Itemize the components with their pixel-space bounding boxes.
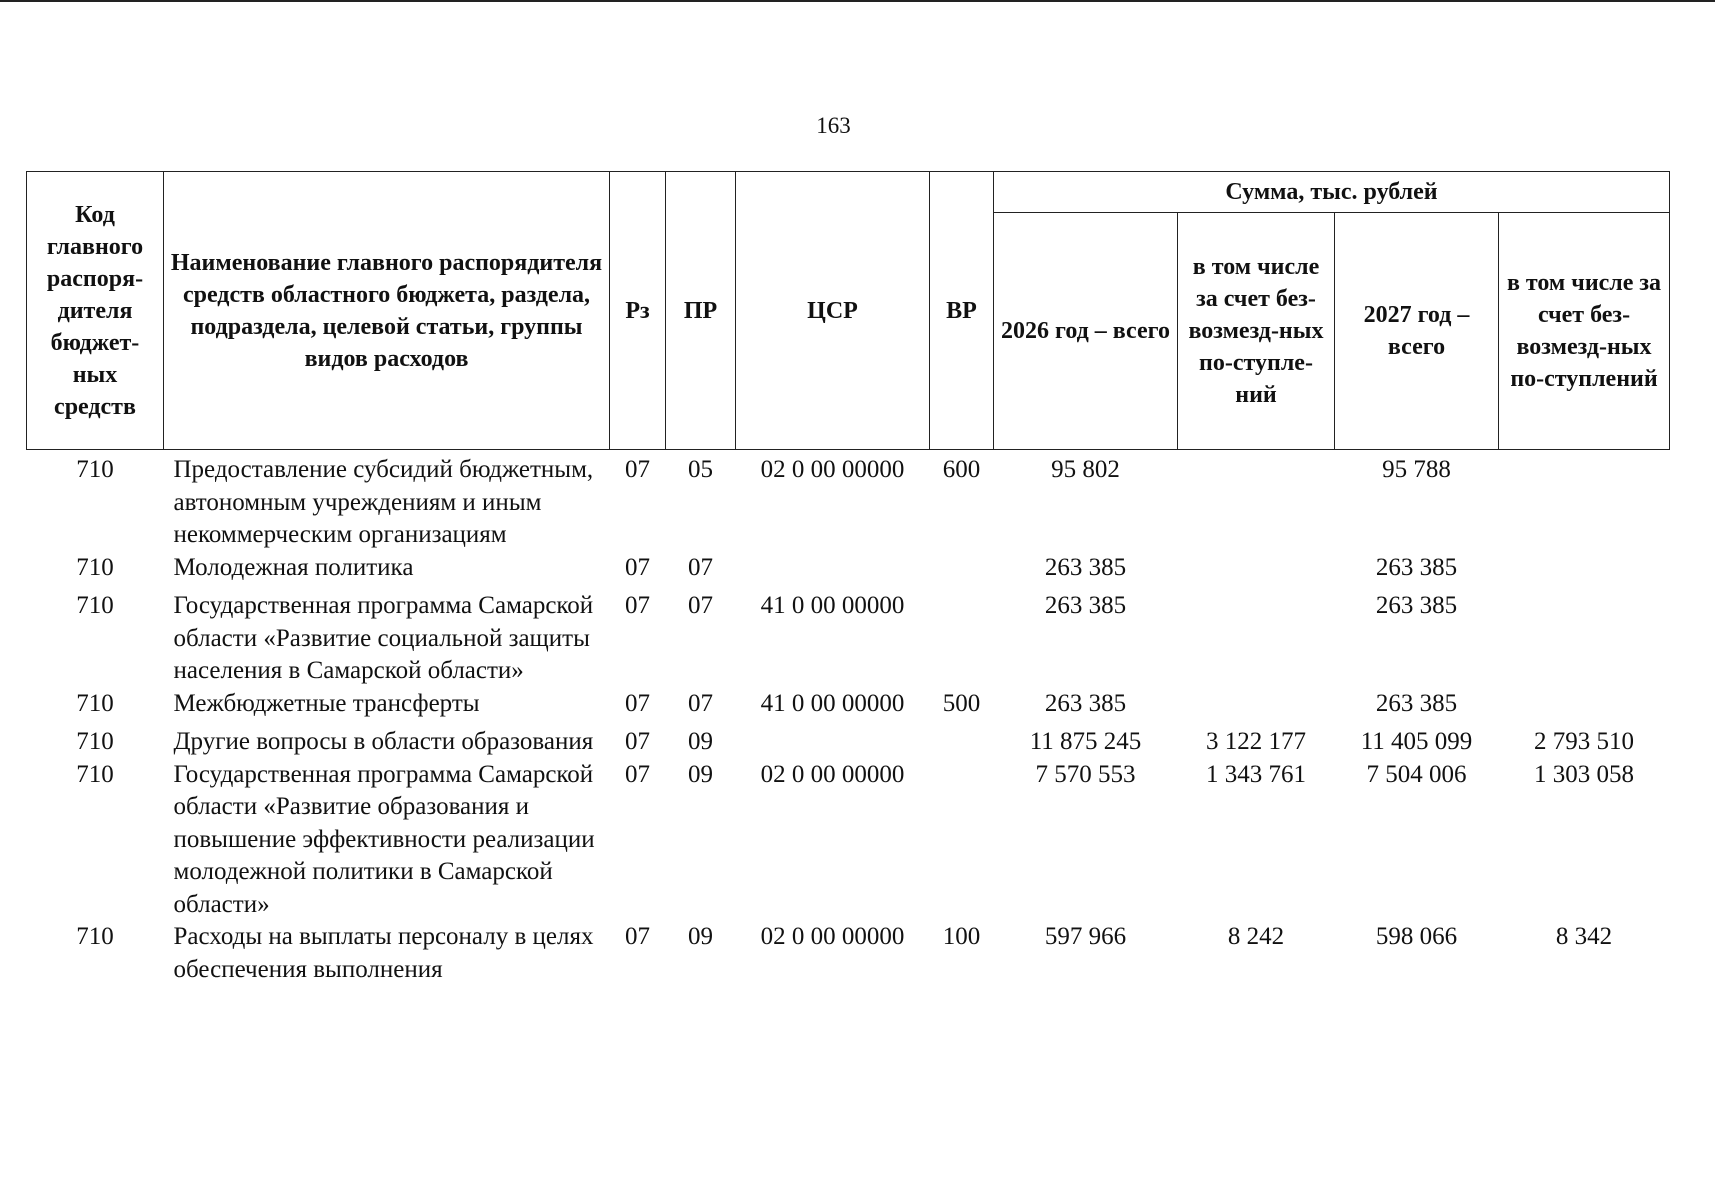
cell-csr: 02 0 00 00000: [760, 456, 905, 483]
cell-pr: 05: [688, 456, 713, 483]
cell-name: Государственная программа Самарской области «Развитие образования и повышение эффективности реализации молодежной политики в Самарской области»: [173, 760, 595, 918]
cell-pr: 09: [688, 923, 713, 950]
cell-2027-total: 95 788: [1382, 456, 1451, 483]
cell-2027-grants: 1 303 058: [1534, 760, 1634, 788]
cell-2026-total: 597 966: [1044, 923, 1127, 950]
cell-rz: 07: [625, 592, 650, 619]
cell-2026-total: 263 385: [1044, 592, 1127, 619]
table-row: [27, 552, 1670, 585]
cell-2026-grants: [1178, 450, 1335, 552]
cell-2027-grants: 8 342: [1555, 923, 1613, 950]
header-rz: Рз: [610, 172, 666, 450]
cell-2027-total: 263 385: [1375, 592, 1458, 619]
cell-vr: 500: [942, 689, 981, 717]
cell-name: Другие вопросы в области образования: [173, 728, 594, 755]
cell-vr: [930, 552, 994, 585]
table-row: [27, 720, 1670, 759]
header-sum-group: Сумма, тыс. рублей: [994, 172, 1670, 213]
cell-vr: [930, 720, 994, 759]
cell-2026-total: 95 802: [1051, 456, 1120, 483]
cell-pr: 09: [688, 760, 713, 788]
cell-code: 710: [76, 456, 114, 483]
cell-csr: 41 0 00 00000: [760, 592, 905, 619]
table-body: [27, 450, 1670, 987]
cell-2026-grants: 1 343 761: [1206, 760, 1306, 788]
cell-pr: 07: [688, 689, 713, 717]
header-csr: ЦСР: [736, 172, 930, 450]
cell-2026-total: 11 875 245: [1029, 728, 1142, 755]
cell-2027-total: 598 066: [1375, 923, 1458, 950]
cell-csr: [736, 720, 930, 759]
cell-rz: 07: [625, 456, 650, 483]
cell-2027-grants: [1499, 450, 1670, 552]
cell-pr: 09: [688, 728, 713, 755]
cell-vr: 600: [942, 456, 981, 483]
cell-code: 710: [76, 553, 114, 581]
cell-csr: [736, 552, 930, 585]
cell-name: Расходы на выплаты персоналу в целях обеспечения выполнения: [173, 923, 594, 983]
header-vr: ВР: [930, 172, 994, 450]
header-code: Код главного распоря-дителя бюджет-ных средств: [27, 172, 164, 450]
cell-2026-grants: [1178, 584, 1335, 688]
page-top-edge: [0, 0, 1715, 2]
cell-2026-total: 263 385: [1044, 553, 1127, 581]
header-2027-grants: в том числе за счет без-возмезд-ных по-ступлений: [1499, 213, 1670, 450]
cell-code: 710: [76, 592, 114, 619]
cell-csr: 41 0 00 00000: [760, 689, 905, 717]
header-2026-grants: в том числе за счет без-возмезд-ных по-ступле-ний: [1178, 213, 1335, 450]
header-pr: ПР: [666, 172, 736, 450]
cell-2026-total: 7 570 553: [1035, 760, 1136, 788]
cell-2027-grants: [1499, 584, 1670, 688]
cell-2026-grants: 8 242: [1227, 923, 1285, 950]
cell-code: 710: [76, 728, 114, 755]
cell-vr: [930, 759, 994, 922]
table-row: [27, 759, 1670, 922]
table-row: [27, 450, 1670, 552]
cell-2026-total: 263 385: [1044, 689, 1127, 717]
cell-name: Государственная программа Самарской области «Развитие социальной защиты населения в Самарской области»: [173, 592, 594, 684]
cell-2026-grants: [1178, 552, 1335, 585]
header-2027-total: 2027 год – всего: [1335, 213, 1499, 450]
cell-rz: 07: [625, 689, 650, 717]
table-row: [27, 688, 1670, 721]
cell-2027-total: 263 385: [1375, 689, 1458, 717]
cell-2027-total: 11 405 099: [1360, 728, 1473, 755]
header-2026-total: 2026 год – всего: [994, 213, 1178, 450]
cell-rz: 07: [625, 728, 650, 755]
cell-2027-grants: [1499, 552, 1670, 585]
page-number: 163: [816, 113, 851, 138]
cell-vr: [930, 584, 994, 688]
cell-name: Предоставление субсидий бюджетным, автономным учреждениям и иным некоммерческим организациям: [173, 456, 594, 548]
cell-rz: 07: [625, 923, 650, 950]
cell-2026-grants: 3 122 177: [1206, 728, 1306, 755]
cell-pr: 07: [688, 592, 713, 619]
table-row: [27, 584, 1670, 688]
cell-2026-grants: [1178, 688, 1335, 721]
cell-rz: 07: [625, 760, 650, 788]
cell-code: 710: [76, 689, 114, 717]
cell-code: 710: [76, 923, 114, 950]
cell-name: Межбюджетные трансферты: [173, 689, 480, 717]
table-row: [27, 921, 1670, 986]
cell-2027-total: 263 385: [1375, 553, 1458, 581]
cell-name: Молодежная политика: [173, 553, 414, 581]
table-header: [27, 172, 1670, 450]
cell-vr: 100: [942, 923, 981, 950]
cell-2027-total: 7 504 006: [1366, 760, 1467, 788]
cell-2027-grants: [1499, 688, 1670, 721]
cell-code: 710: [76, 760, 114, 788]
budget-table: [26, 171, 1670, 986]
cell-csr: 02 0 00 00000: [760, 923, 905, 950]
cell-rz: 07: [625, 553, 650, 581]
cell-csr: 02 0 00 00000: [760, 760, 905, 788]
cell-pr: 07: [688, 553, 713, 581]
cell-2027-grants: 2 793 510: [1534, 728, 1634, 755]
header-name: Наименование главного распорядителя средств областного бюджета, раздела, подраздела, целевой статьи, группы видов расходов: [164, 172, 610, 450]
